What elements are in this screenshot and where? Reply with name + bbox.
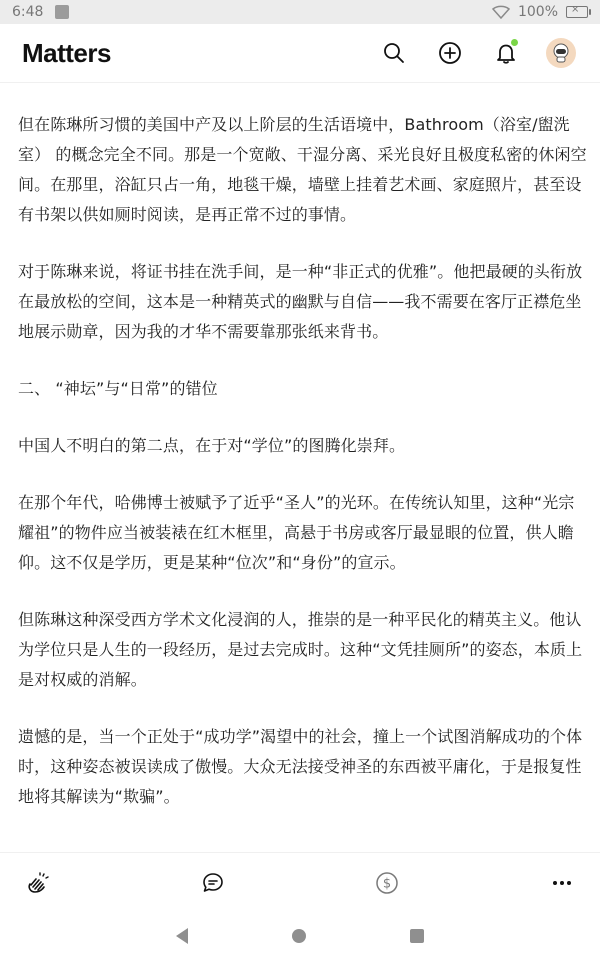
search-button[interactable] [378,37,410,69]
article-action-bar [0,852,600,913]
svg-text:$: $ [383,876,392,892]
comment-icon [201,871,225,895]
clap-icon [25,870,51,896]
app-header [0,24,600,83]
clap-button[interactable] [18,863,58,903]
section-heading: 二、 “神坛”与“日常”的错位 [18,379,218,398]
article-paragraph: 遗憾的是，当一个正处于“成功学”渴望中的社会，撞上一个试图消解成功的个体时，这种姿态被误读成了傲慢。大众无法接受神圣的东西被平庸化，于是报复性地将其解读为“欺骗”。 [18,727,583,806]
article-paragraph: 中国人不明白的第二点，在于对“学位”的图腾化崇拜。 [18,436,406,455]
recent-apps-icon[interactable] [410,929,424,943]
system-navigation-bar [0,912,600,960]
article-paragraph: 但在陈琳所习惯的美国中产及以上阶层的生活语境中，Bathroom（浴室/盥洗室） 的概念完全不同。那是一个宽敞、干湿分离、采光良好且极度私密的休闲空间。在那里，浴缸只占一角，地毯干燥，墙壁上挂着艺术画、家庭照片，甚至设有书架以供如厕时阅读，是再正常不过的事情。 [18,115,587,224]
donate-button[interactable] [367,863,407,903]
status-bar [0,0,600,24]
comment-button[interactable] [193,863,233,903]
home-icon[interactable] [292,929,306,943]
article-paragraph: 对于陈琳来说，将证书挂在洗手间，是一种“非正式的优雅”。他把最硬的头衔放在最放松的空间，这本是一种精英式的幽默与自信——我不需要在客厅正襟危坐地展示勋章，因为我的才华不需要靠那张纸来背书。 [18,262,583,341]
notification-square-icon [55,5,69,19]
plus-circle-icon [438,41,462,65]
search-icon [382,41,406,65]
notifications-button[interactable] [490,37,522,69]
battery-percent: 100% [517,4,558,20]
add-button[interactable] [434,37,466,69]
user-avatar[interactable] [546,38,576,68]
more-button[interactable] [542,863,582,903]
article-body [18,110,588,839]
wifi-icon [492,5,510,19]
article-paragraph: 在那个年代，哈佛博士被赋予了近乎“圣人”的光环。在传统认知里，这种“光宗耀祖”的物件应当被装裱在红木框里，高悬于书房或客厅最显眼的位置，供人瞻仰。这不仅是学历，更是某种“位次”和“身份”的宣示。 [18,493,575,572]
dollar-icon [375,871,399,895]
app-logo[interactable]: Matters [22,37,111,68]
back-icon[interactable] [176,928,188,944]
article-paragraph: 但陈琳这种深受西方学术文化浸润的人，推崇的是一种平民化的精英主义。他认为学位只是人生的一段经历，是过去完成时。这种“文凭挂厕所”的姿态，本质上是对权威的消解。 [18,610,583,689]
status-time: 6:48 [12,4,44,20]
battery-icon: × [566,6,588,18]
notification-dot [511,39,518,46]
more-horizontal-icon [552,880,572,886]
astronaut-avatar-icon [550,42,572,64]
